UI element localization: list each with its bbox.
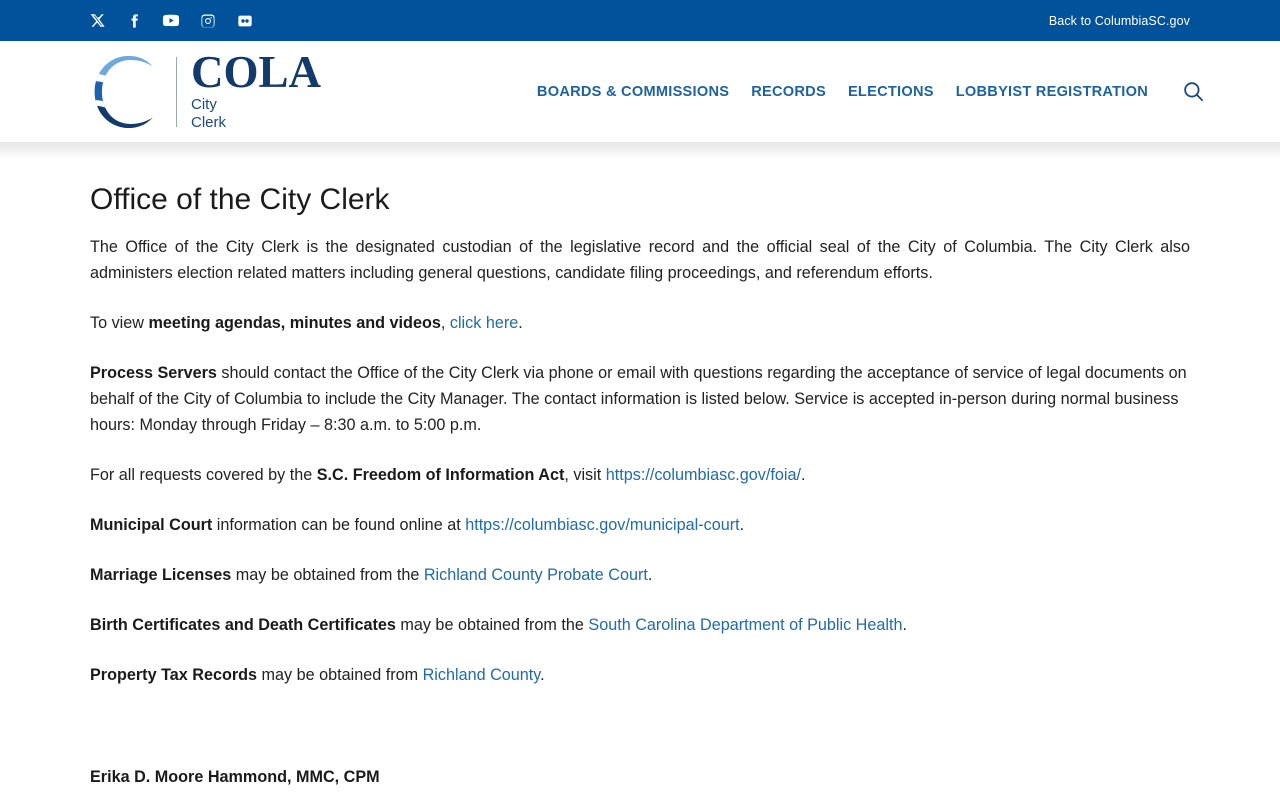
foia-bold-text: S.C. Freedom of Information Act — [316, 466, 565, 484]
site-logo[interactable] — [88, 46, 322, 133]
municipal-court-link[interactable]: https://columbiasc.gov/municipal-court — [465, 516, 740, 534]
agendas-mid-text: , — [440, 314, 450, 332]
marriage-licenses-bold-text: Marriage Licenses — [90, 566, 232, 584]
certificates-mid-text: may be obtained from the — [395, 616, 589, 634]
municipal-court-tail-text: . — [739, 516, 745, 534]
property-tax-tail-text: . — [540, 666, 545, 684]
certificates-paragraph — [90, 612, 1190, 638]
page-title: Office of the City Clerk — [90, 183, 390, 216]
agendas-click-here-link[interactable]: click here — [449, 314, 519, 332]
facebook-icon[interactable] — [125, 12, 143, 30]
certificates-bold-text: Birth Certificates and Death Certificates — [90, 616, 396, 634]
municipal-court-paragraph — [90, 512, 1190, 538]
process-servers-bold-text: Process Servers — [90, 364, 217, 382]
marriage-licenses-mid-text: may be obtained from the — [231, 566, 424, 584]
header-shadow-strip — [0, 142, 1280, 160]
logo-wordmark — [191, 46, 322, 132]
property-tax-mid-text: may be obtained from — [257, 666, 423, 684]
marriage-licenses-paragraph — [90, 562, 1190, 588]
richland-county-probate-court-link[interactable]: Richland County Probate Court — [423, 566, 648, 584]
top-utility-bar — [0, 0, 1280, 41]
main-content — [0, 160, 1280, 790]
site-header — [0, 41, 1280, 142]
nav-records[interactable]: RECORDS — [751, 83, 826, 100]
intro-paragraph: The Office of the City Clerk is the designated custodian of the legislative record and the official seal of the City of Columbia. The City Clerk also administers election related matters including general questions, candidate filing proceedings, and referendum efforts. — [90, 238, 1190, 282]
certificates-tail-text: . — [902, 616, 907, 634]
flickr-icon[interactable] — [236, 12, 254, 30]
nav-boards-commissions[interactable]: BOARDS & COMMISSIONS — [536, 83, 730, 100]
foia-mid-text: , visit — [564, 466, 606, 484]
search-button[interactable] — [1180, 79, 1206, 105]
process-servers-body-text: should contact the Office of the City Clerk via phone or email with questions regarding the acceptance of service of legal documents on behalf of the City of Columbia to include the City Manager. The contact information is listed below. Service is accepted in-person during normal business hours: Monday through Friday – 8:30 a.m. to 5:00 p.m. — [90, 364, 1187, 434]
logo-divider — [176, 57, 177, 127]
process-servers-paragraph — [90, 360, 1190, 438]
logo-subtitle-line2: Clerk — [191, 113, 227, 131]
municipal-court-bold-text: Municipal Court — [90, 516, 213, 534]
nav-lobbyist-registration[interactable]: LOBBYIST REGISTRATION — [955, 83, 1148, 100]
x-twitter-icon[interactable] — [88, 12, 106, 30]
foia-link[interactable]: https://columbiasc.gov/foia/ — [605, 466, 801, 484]
marriage-licenses-tail-text: . — [647, 566, 653, 584]
youtube-icon[interactable] — [162, 12, 180, 30]
property-tax-bold-text: Property Tax Records — [90, 666, 258, 684]
back-to-columbiasc-link[interactable]: Back to ColumbiaSC.gov — [1048, 13, 1190, 28]
logo-cola-text: COLA — [191, 46, 322, 97]
agendas-paragraph — [90, 310, 1190, 336]
foia-tail-text: . — [801, 466, 806, 484]
instagram-icon[interactable] — [199, 12, 217, 30]
main-navigation — [537, 84, 1148, 100]
property-tax-paragraph — [90, 662, 1190, 688]
agendas-lead-text: To view — [90, 314, 149, 332]
logo-subtitle-line1: City — [191, 96, 217, 113]
city-clerk-signature: Erika D. Moore Hammond, MMC, CPM — [90, 768, 380, 786]
municipal-court-mid-text: information can be found online at — [212, 516, 466, 534]
cola-crescent-logo-icon — [88, 51, 170, 133]
foia-paragraph — [90, 462, 1190, 488]
agendas-tail-text: . — [518, 314, 523, 332]
agendas-bold-text: meeting agendas, minutes and videos — [148, 314, 441, 332]
sc-dept-public-health-link[interactable]: South Carolina Department of Public Health — [588, 616, 903, 634]
richland-county-link[interactable]: Richland County — [422, 666, 541, 684]
search-icon — [1182, 80, 1205, 103]
nav-elections[interactable]: ELECTIONS — [847, 83, 934, 100]
foia-lead-text: For all requests covered by the — [90, 466, 317, 484]
logo-subtitle — [191, 96, 321, 131]
social-links — [88, 12, 254, 30]
